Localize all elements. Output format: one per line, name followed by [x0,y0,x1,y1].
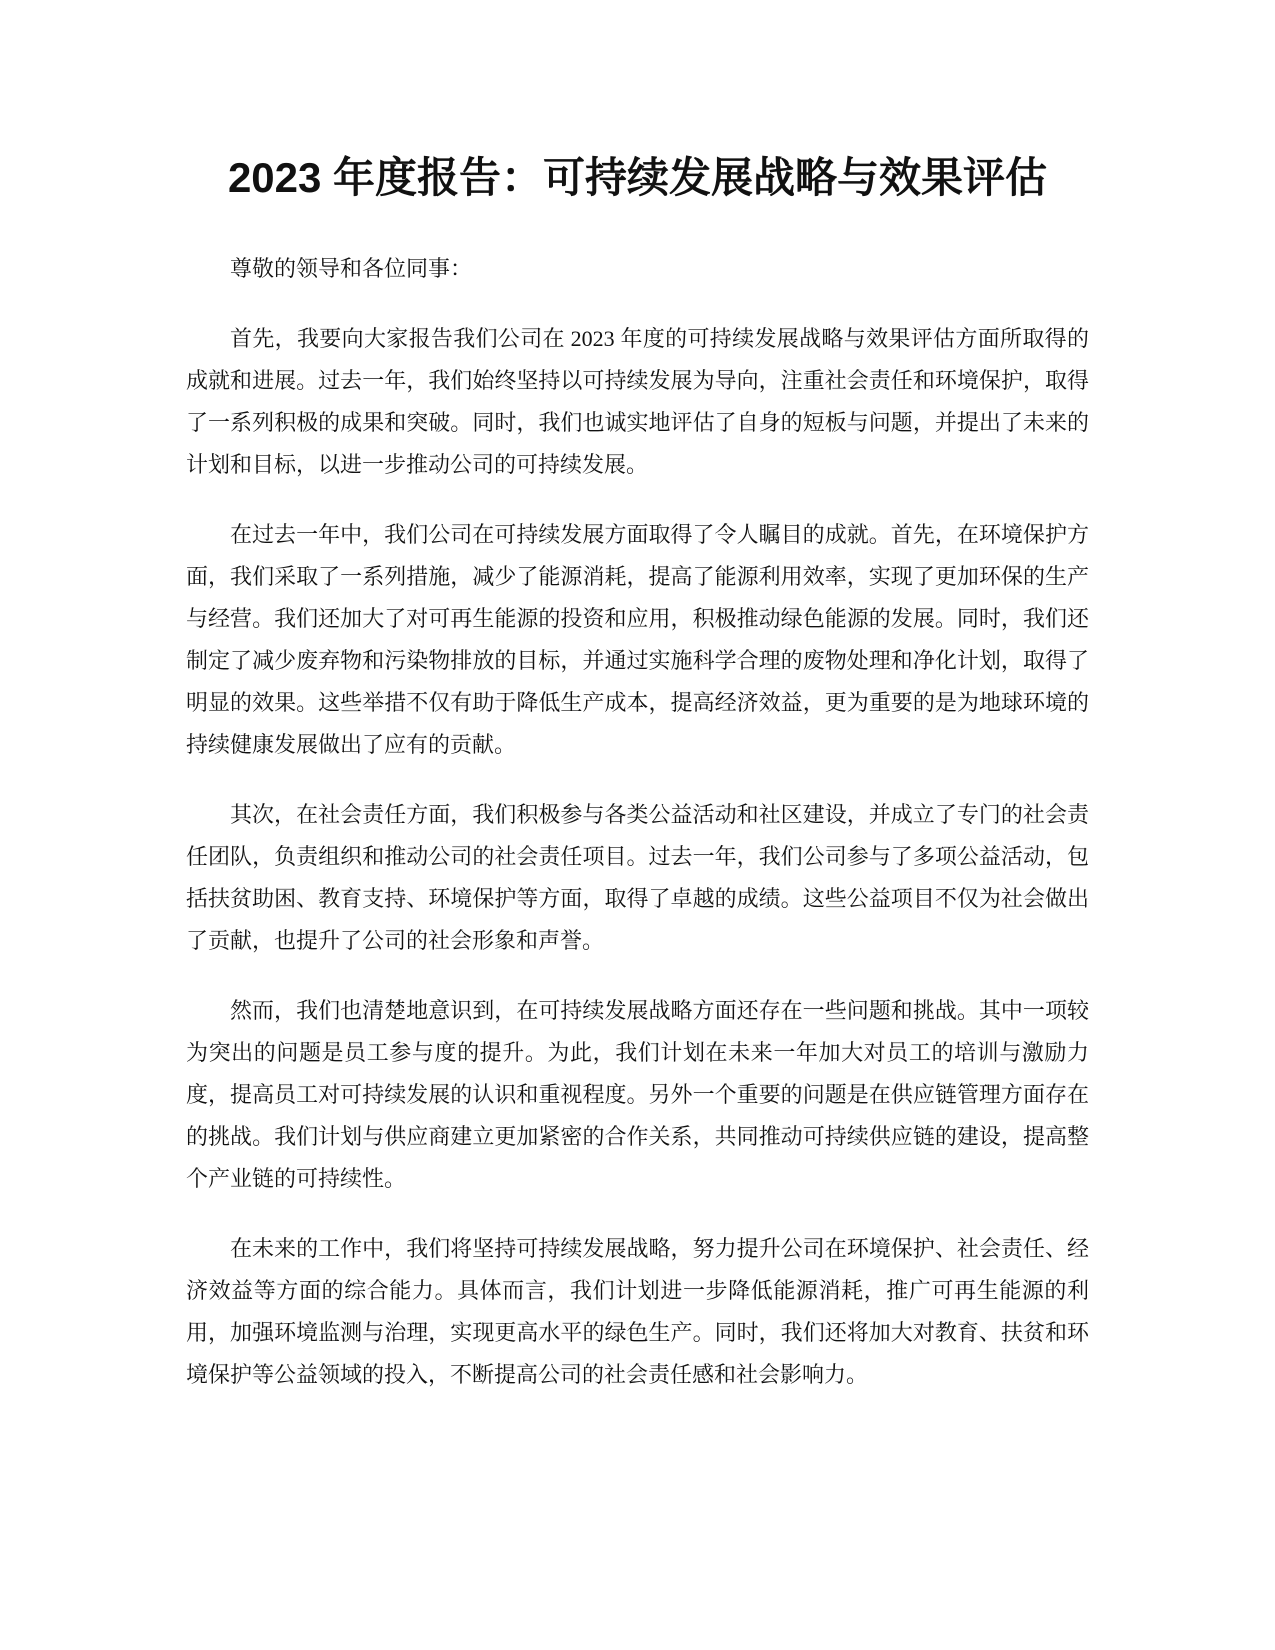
salutation: 尊敬的领导和各位同事： [230,256,473,281]
document-body [186,248,1089,1424]
paragraph-5: 在未来的工作中，我们将坚持可持续发展战略，努力提升公司在环境保护、社会责任、经济效益等方面的综合能力。具体而言，我们计划进一步降低能源消耗，推广可再生能源的利用，加强环境监测与治理，实现更高水平的绿色生产。同时，我们还将加大对教育、扶贫和环境保护等公益领域的投入，不断提高公司的社会责任感和社会影响力。 [186,1236,1089,1387]
paragraph-1: 首先，我要向大家报告我们公司在 2023 年度的可持续发展战略与效果评估方面所取得的成就和进展。过去一年，我们始终坚持以可持续发展为导向，注重社会责任和环境保护，取得了一系列积极的成果和突破。同时，我们也诚实地评估了自身的短板与问题，并提出了未来的计划和目标，以进一步推动公司的可持续发展。 [186,326,1089,477]
paragraph-2: 在过去一年中，我们公司在可持续发展方面取得了令人瞩目的成就。首先，在环境保护方面，我们采取了一系列措施，减少了能源消耗，提高了能源利用效率，实现了更加环保的生产与经营。我们还加大了对可再生能源的投资和应用，积极推动绿色能源的发展。同时，我们还制定了减少废弃物和污染物排放的目标，并通过实施科学合理的废物处理和净化计划，取得了明显的效果。这些举措不仅有助于降低生产成本，提高经济效益，更为重要的是为地球环境的持续健康发展做出了应有的贡献。 [186,522,1089,757]
paragraph-4: 然而，我们也清楚地意识到，在可持续发展战略方面还存在一些问题和挑战。其中一项较为突出的问题是员工参与度的提升。为此，我们计划在未来一年加大对员工的培训与激励力度，提高员工对可持续发展的认识和重视程度。另外一个重要的问题是在供应链管理方面存在的挑战。我们计划与供应商建立更加紧密的合作关系，共同推动可持续供应链的建设，提高整个产业链的可持续性。 [186,998,1089,1191]
page-title: 2023 年度报告：可持续发展战略与效果评估 [227,154,1048,201]
paragraph-3: 其次，在社会责任方面，我们积极参与各类公益活动和社区建设，并成立了专门的社会责任团队，负责组织和推动公司的社会责任项目。过去一年，我们公司参与了多项公益活动，包括扶贫助困、教育支持、环境保护等方面，取得了卓越的成绩。这些公益项目不仅为社会做出了贡献，也提升了公司的社会形象和声誉。 [186,802,1089,953]
